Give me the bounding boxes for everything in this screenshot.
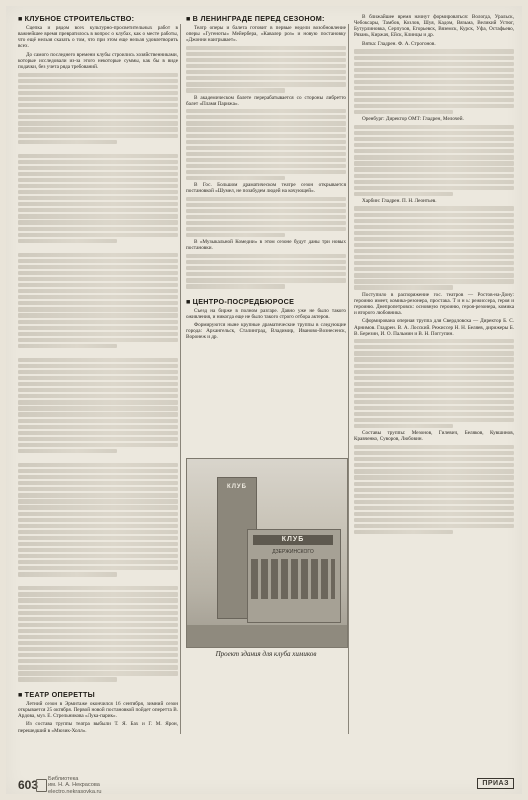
bullet-square-icon: ■	[186, 296, 191, 306]
magazine-page	[6, 6, 522, 794]
paragraph: Из состава труппы театра выбыли Т. Я. Бах и Г. М. Ярон, перешедший в «Мюзик-Холл».	[18, 721, 178, 734]
text-block-illegible	[186, 254, 346, 289]
column-divider	[180, 24, 181, 734]
paragraph: Вятка: Гладрен. Ф. А. Строгонов.	[362, 40, 436, 47]
library-subname: им. Н. А. Некрасова	[48, 782, 100, 789]
paragraph: Оренбург: Директор ОМТ: Гладрен, Мелочей.	[362, 116, 464, 123]
text-block-illegible	[354, 206, 514, 289]
paragraph: Сформирована оперная труппа для Свердловска — Директор Б. С. Арнимов. Гладрен. В. А. Лосский. Режиссер Н. Н. Беляев, дирижеры Б. В. Березин, И. О. Пальмин и В. Н. Поггупин.	[354, 318, 514, 337]
section-heading-leningrad	[186, 16, 346, 22]
library-book-icon	[36, 779, 47, 792]
text-block-illegible	[186, 109, 346, 180]
photo-sign-text: КЛУБ	[253, 535, 333, 545]
paragraph: В ближайшее время начнут формироваться: Вологда, Уральск, Чебоксары, Тамбов, Козлов, Шуя, Кадом, Вязьма, Великий Устюг, Бутурлиновка, Серпухов, Егорьевск, Вяземск, Курск, Уфа, Остафьево, Рязань, Киржач, Ейск, Клинцы и др.	[354, 14, 514, 39]
paragraph: Составы труппы: Мезонов, Гилевич, Беляков, Кувшинов, Кравченко, Суворов, Любовин.	[354, 430, 514, 443]
text-block-illegible	[354, 445, 514, 534]
photo-sign-subtext: ДЗЕРЖИНСКОГО	[272, 549, 314, 555]
paragraph: Поступило в распоряжение гос. театров — Ростов-на-Дону: героиню имеет, комика-резонера, простака. Т и н ь: режиссера, героя и героиню. Днепропетровск: основную героиню, героя-резонера, комика и второго любовника.	[354, 291, 514, 316]
photo-windows	[251, 559, 335, 599]
paragraph: Съезд на бирже в полном разгаре. Давно уже не было такого оживления, и никогда еще не было такого строго отбора актеров.	[186, 307, 346, 320]
paragraph: Харбин: Гладрен. П. Н. Леонтьев.	[362, 197, 437, 204]
section-heading-club-construction	[18, 16, 178, 22]
page-footer	[16, 776, 516, 800]
section-heading-central-bureau	[186, 296, 346, 306]
text-block-illegible	[186, 197, 346, 238]
tower-sign-text: КЛУБ	[227, 484, 247, 490]
magazine-logo: ПРИАЗ	[477, 778, 514, 789]
text-block-illegible	[354, 339, 514, 428]
heading-text: ТЕАТР ОПЕРЕТТЫ	[24, 689, 96, 699]
library-url[interactable]: electro.nekrasovka.ru	[48, 788, 102, 795]
heading-text: ЦЕНТРО-ПОСРЕДБЮРОСЕ	[192, 296, 295, 306]
bullet-square-icon: ■	[18, 689, 23, 699]
paragraph: В Гос. Большом драматическом театре сезон открывается постановкой «Шумел, не позабудем людей на кочующей».	[186, 182, 346, 195]
paragraph: В академическом балете перерабатывается со стороны либретто балет «Пламя Парижа».	[186, 94, 346, 107]
text-block-illegible	[18, 73, 178, 682]
page-number: 603	[18, 778, 39, 792]
text-block-illegible	[186, 46, 346, 93]
text-block-illegible	[354, 49, 514, 114]
section-heading-operetta	[18, 689, 178, 699]
paragraph: До самого последнего времени клубы строились хозяйственниками, которые исследовали из-за этого некоторые суммы, как бы в виде подачки, без учета ряда требований.	[18, 51, 178, 71]
paragraph: Формируются ныне крупные драматические труппы в следующие города: Архангельск, Сталинград, Владимир, Иваново-Вознесенск, Воронеж и др.	[186, 322, 346, 341]
bullet-square-icon: ■	[18, 14, 23, 23]
paragraph: Летний сезон в Эрмитаже окончился 16 сентября, зимний сезон открывается 25 октября. Первой новой постановкой пойдет оперетта В. Ардова, муз. Е. Стрельникова «Лука-парик».	[18, 700, 178, 719]
heading-text: КЛУБНОЕ СТРОИТЕЛЬСТВО:	[24, 14, 135, 23]
text-block-illegible	[354, 125, 514, 196]
paragraph: Театр оперы и балета готовит в первые недели возобновление оперы «Гугеноты» Мейербера, «Кавалер роз» и новую постановку «Джонни наигрывает».	[186, 25, 346, 44]
right-column	[354, 14, 514, 536]
paragraph: Сцепка и рядом всех культурно-просветительных работ в важнейшее время превратилось в вопрос о клубах, как о месте работы, что ещё нельзя сказать о том, что при этом еще нельзя удовлетворить всех.	[18, 25, 178, 50]
library-watermark[interactable]	[48, 776, 101, 795]
building-photo	[186, 458, 348, 648]
paragraph: В «Музыкальной Комедии» в этом сезоне будут даны три новых постановки.	[186, 239, 346, 252]
photo-caption: Проект здания для клуба химиков	[215, 650, 317, 658]
middle-column	[186, 14, 346, 343]
photo-ground	[187, 625, 347, 647]
library-name: Библиотека	[48, 776, 79, 782]
left-column	[18, 14, 178, 736]
heading-text: В ЛЕНИНГРАДЕ ПЕРЕД СЕЗОНОМ:	[192, 14, 325, 23]
column-divider	[348, 24, 349, 734]
bullet-square-icon: ■	[186, 14, 191, 23]
